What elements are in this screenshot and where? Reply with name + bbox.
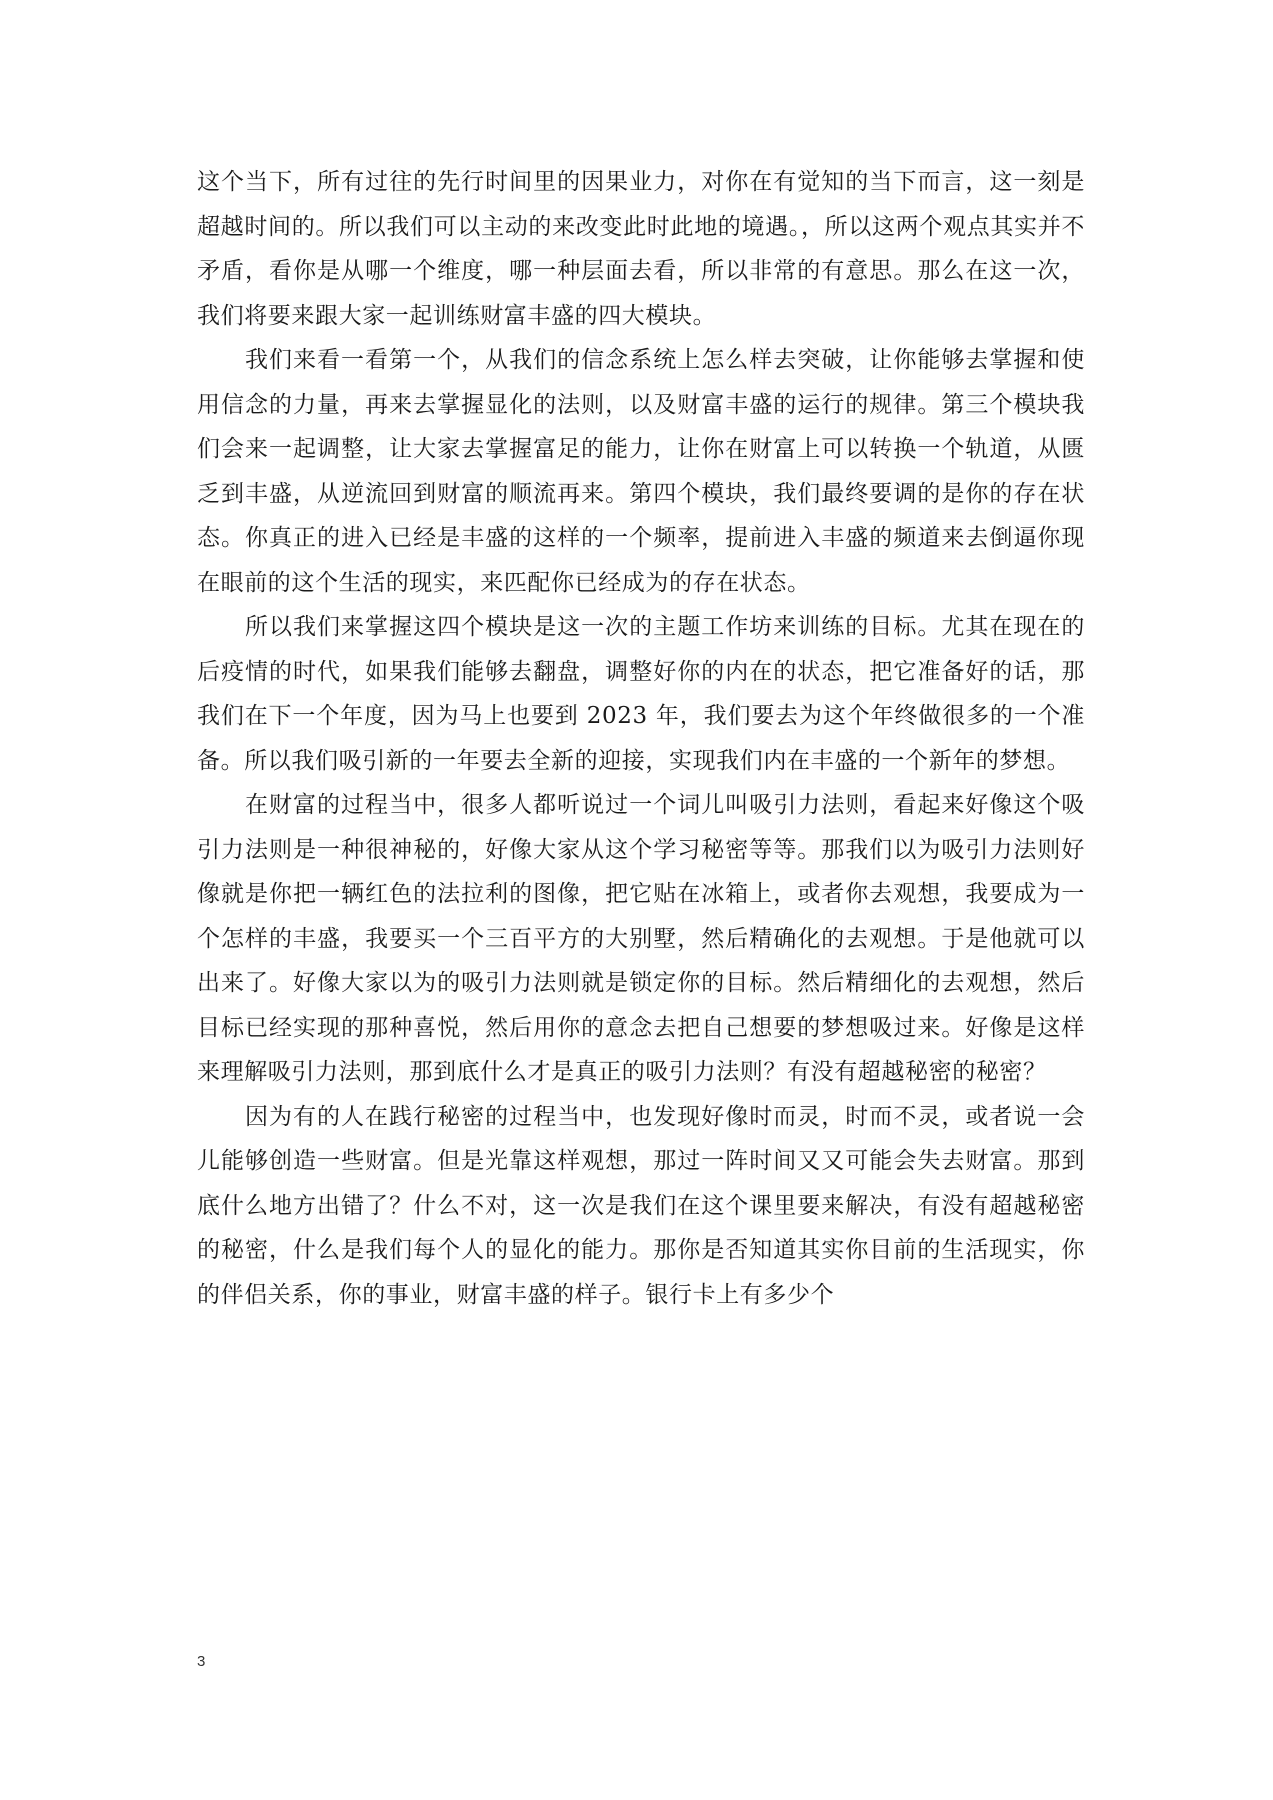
paragraph: 因为有的人在践行秘密的过程当中，也发现好像时而灵，时而不灵，或者说一会儿能够创造一些财富。但是光靠这样观想，那过一阵时间又又可能会失去财富。那到底什么地方出错了？什么不对，这一次是我们在这个课里要来解决，有没有超越秘密的秘密，什么是我们每个人的显化的能力。那你是否知道其实你目前的生活现实，你的伴侣关系，你的事业，财富丰盛的样子。银行卡上有多少个 <box>197 1103 1085 1308</box>
paragraph: 我们来看一看第一个，从我们的信念系统上怎么样去突破，让你能够去掌握和使用信念的力量，再来去掌握显化的法则，以及财富丰盛的运行的规律。第三个模块我们会来一起调整，让大家去掌握富足的能力，让你在财富上可以转换一个轨道，从匮乏到丰盛，从逆流回到财富的顺流再来。第四个模块，我们最终要调的是你的存在状态。你真正的进入已经是丰盛的这样的一个频率，提前进入丰盛的频道来去倒逼你现在眼前的这个生活的现实，来匹配你已经成为的存在状态。 <box>197 347 1085 596</box>
paragraph: 所以我们来掌握这四个模块是这一次的主题工作坊来训练的目标。尤其在现在的后疫情的时代，如果我们能够去翻盘，调整好你的内在的状态，把它准备好的话，那我们在下一个年度，因为马上也要到 2023 年，我们要去为这个年终做很多的一个准备。所以我们吸引新的一年要去全新的迎接，实现我们内在丰盛的一个新年的梦想。 <box>197 614 1085 774</box>
page-number: 3 <box>197 1653 206 1670</box>
paragraph: 这个当下，所有过往的先行时间里的因果业力，对你在有觉知的当下而言，这一刻是超越时间的。所以我们可以主动的来改变此时此地的境遇。，所以这两个观点其实并不矛盾，看你是从哪一个维度，哪一种层面去看，所以非常的有意思。那么在这一次，我们将要来跟大家一起训练财富丰盛的四大模块。 <box>197 169 1085 329</box>
paragraph: 在财富的过程当中，很多人都听说过一个词儿叫吸引力法则，看起来好像这个吸引力法则是一种很神秘的，好像大家从这个学习秘密等等。那我们以为吸引力法则好像就是你把一辆红色的法拉利的图像，把它贴在冰箱上，或者你去观想，我要成为一个怎样的丰盛，我要买一个三百平方的大别墅，然后精确化的去观想。于是他就可以出来了。好像大家以为的吸引力法则就是锁定你的目标。然后精细化的去观想，然后目标已经实现的那种喜悦，然后用你的意念去把自己想要的梦想吸过来。好像是这样来理解吸引力法则，那到底什么才是真正的吸引力法则？有没有超越秘密的秘密？ <box>197 792 1085 1085</box>
body-text <box>197 160 1085 1317</box>
